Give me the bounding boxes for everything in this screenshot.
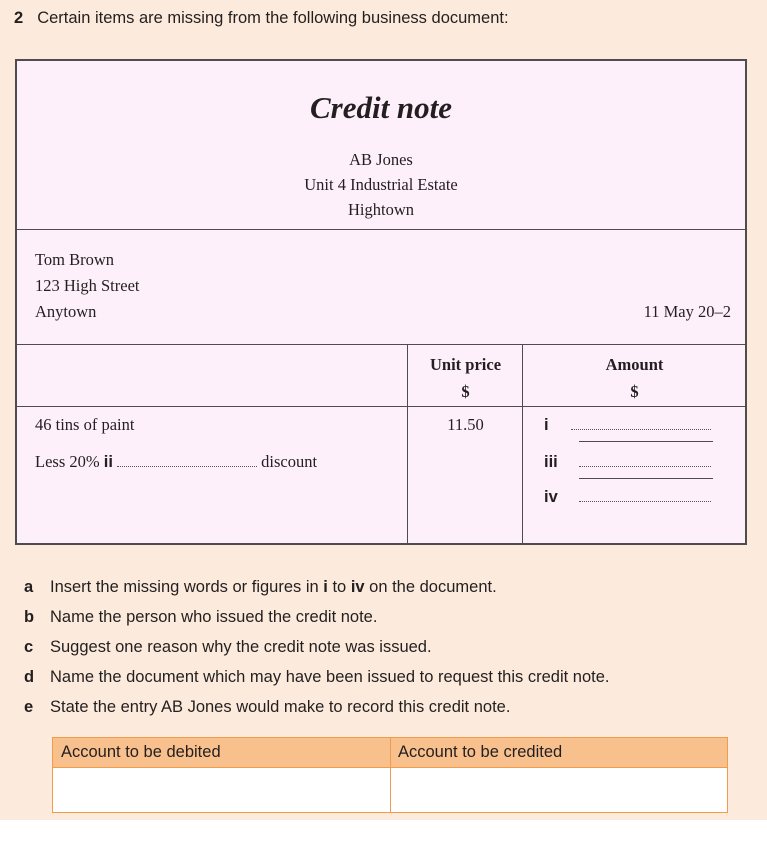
sub-question-letter: b [24,608,35,626]
sub-question-letter: e [24,698,34,716]
buyer-name: Tom Brown [35,250,115,269]
sub-question-text: on the document. [364,578,497,596]
sub-question-text: Name the person who issued the credit note. [50,608,378,626]
amount-header [524,351,745,405]
unit-price-currency: $ [461,382,470,401]
subtotal-rule-2 [579,478,713,479]
blank-iii[interactable] [579,450,711,474]
blank-i[interactable] [571,413,711,437]
unit-price-label: Unit price [429,355,502,374]
buyer-address [35,247,140,325]
sub-question-text: State the entry AB Jones would make to record this credit note. [50,698,511,716]
sub-question-e [24,696,510,718]
sub-question-text: Suggest one reason why the credit note was issued. [50,638,432,656]
unit-price-header [409,351,522,405]
amount-label: Amount [605,355,664,374]
seller-address [17,147,745,222]
question-heading [14,7,509,29]
column-rule-unit-price [522,344,523,543]
credit-note-title: Credit note [309,90,453,125]
ledger-column-divider [390,738,391,812]
roman-from: i [323,578,328,596]
debit-answer-cell[interactable] [53,768,389,812]
sub-question-a [24,576,497,598]
sub-question-b [24,606,377,628]
line-1-description: 46 tins of paint [35,415,135,434]
debit-header: Account to be debited [61,743,221,761]
discount-prefix: Less 20% [35,452,100,471]
marker-iii: iii [544,453,558,471]
seller-street: Unit 4 Industrial Estate [304,175,458,194]
marker-i: i [544,416,549,434]
line-2-description [35,450,317,474]
divider-header [17,229,745,230]
ledger-entry-table [52,737,728,813]
blank-ii[interactable] [117,452,257,467]
buyer-town: Anytown [35,302,97,321]
roman-to: iv [350,578,365,596]
subtotal-rule-1 [579,441,713,442]
column-rule-description [407,344,408,543]
sub-question-text: Name the document which may have been issued to request this credit note. [50,668,610,686]
credit-note-document [15,59,747,545]
credit-header: Account to be credited [398,743,563,761]
seller-name: AB Jones [349,150,413,169]
credit-answer-cell[interactable] [392,768,727,812]
discount-suffix: discount [261,452,318,471]
sub-question-letter: d [24,668,35,686]
seller-town: Hightown [348,200,414,219]
marker-iv: iv [544,488,558,506]
sub-question-text: Insert the missing words or figures in [50,578,324,596]
marker-ii: ii [103,453,113,471]
question-number: 2 [14,9,24,27]
amount-currency: $ [630,382,639,401]
divider-columns [17,344,745,345]
sub-question-letter: c [24,638,34,656]
credit-note-date: 11 May 20–2 [643,302,731,321]
question-intro: Certain items are missing from the following business document: [37,9,509,27]
divider-column-headers [17,406,745,407]
sub-question-d [24,666,609,688]
sub-question-c [24,636,432,658]
line-1-unit-price: 11.50 [447,415,484,434]
sub-question-text: to [327,578,351,596]
buyer-street: 123 High Street [35,276,140,295]
blank-iv[interactable] [579,485,711,509]
sub-question-letter: a [24,578,34,596]
